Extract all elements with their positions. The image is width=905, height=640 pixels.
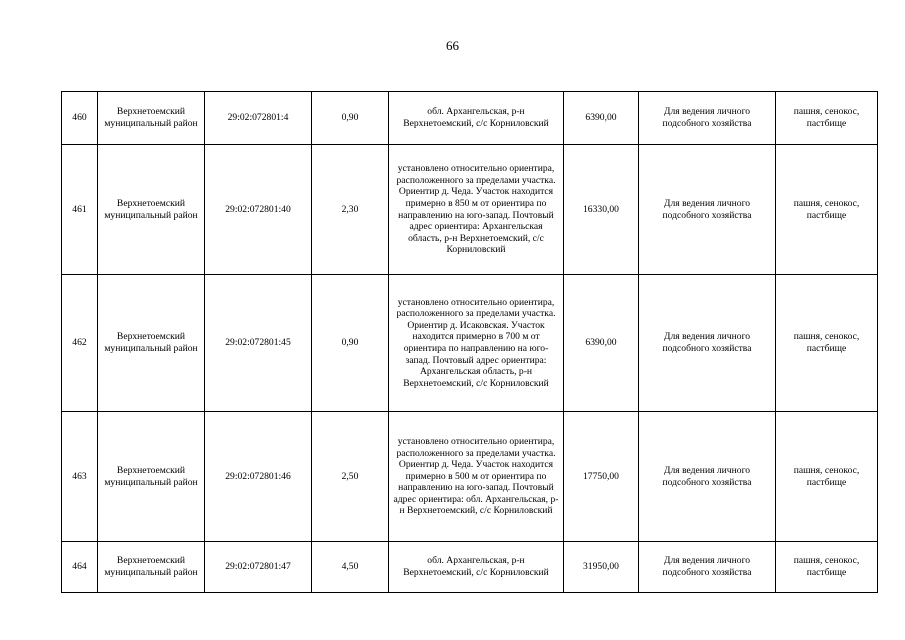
area-cell: 4,50 (312, 542, 389, 593)
purpose-cell: Для ведения личного подсобного хозяйства (639, 92, 776, 145)
area-cell: 0,90 (312, 92, 389, 145)
location-cell: установлено относительно ориентира, расположенного за пределами участка. Ориентир д. Исаковская. Участок находится примерно в 700 м от ориентира по направлению на юго-запад. Почтовый адрес ориентира: Архангельская область, р-н Верхнетоемский, с/с Корниловский (389, 275, 564, 412)
cadastral-number-cell: 29:02:072801:46 (205, 412, 312, 542)
table-row (62, 92, 878, 145)
land-plots-table (61, 91, 878, 593)
land-use-cell: пашня, сенокос, пастбище (776, 275, 878, 412)
page-number: 66 (446, 38, 459, 53)
row-number-cell: 461 (62, 145, 98, 275)
location-cell: обл. Архангельская, р-н Верхнетоемский, с/с Корниловский (389, 92, 564, 145)
land-use-cell: пашня, сенокос, пастбище (776, 542, 878, 593)
district-cell: Верхнетоемский муниципальный район (98, 542, 205, 593)
cadastral-number-cell: 29:02:072801:40 (205, 145, 312, 275)
area-cell: 2,50 (312, 412, 389, 542)
land-use-cell: пашня, сенокос, пастбище (776, 412, 878, 542)
value-cell: 16330,00 (564, 145, 639, 275)
district-cell: Верхнетоемский муниципальный район (98, 92, 205, 145)
purpose-cell: Для ведения личного подсобного хозяйства (639, 412, 776, 542)
district-cell: Верхнетоемский муниципальный район (98, 145, 205, 275)
table-row (62, 275, 878, 412)
land-use-cell: пашня, сенокос, пастбище (776, 145, 878, 275)
district-cell: Верхнетоемский муниципальный район (98, 275, 205, 412)
location-cell: установлено относительно ориентира, расположенного за пределами участка. Ориентир д. Чеда. Участок находится примерно в 850 м от ориентира по направлению на юго-запад. Почтовый адрес ориентира: Архангельская область, р-н Верхнетоемский, с/с Корниловский (389, 145, 564, 275)
cadastral-number-cell: 29:02:072801:4 (205, 92, 312, 145)
table-row (62, 412, 878, 542)
purpose-cell: Для ведения личного подсобного хозяйства (639, 275, 776, 412)
purpose-cell: Для ведения личного подсобного хозяйства (639, 145, 776, 275)
table-row (62, 542, 878, 593)
table-row (62, 145, 878, 275)
location-cell: установлено относительно ориентира, расположенного за пределами участка. Ориентир д. Чеда. Участок находится примерно в 500 м от ориентира по направлению на юго-запад. Почтовый адрес ориентира: обл. Архангельская, р-н Верхнетоемский, с/с Корниловский (389, 412, 564, 542)
cadastral-number-cell: 29:02:072801:45 (205, 275, 312, 412)
row-number-cell: 462 (62, 275, 98, 412)
district-cell: Верхнетоемский муниципальный район (98, 412, 205, 542)
purpose-cell: Для ведения личного подсобного хозяйства (639, 542, 776, 593)
area-cell: 2,30 (312, 145, 389, 275)
value-cell: 31950,00 (564, 542, 639, 593)
land-use-cell: пашня, сенокос, пастбище (776, 92, 878, 145)
row-number-cell: 460 (62, 92, 98, 145)
cadastral-number-cell: 29:02:072801:47 (205, 542, 312, 593)
row-number-cell: 464 (62, 542, 98, 593)
row-number-cell: 463 (62, 412, 98, 542)
value-cell: 17750,00 (564, 412, 639, 542)
value-cell: 6390,00 (564, 92, 639, 145)
location-cell: обл. Архангельская, р-н Верхнетоемский, с/с Корниловский (389, 542, 564, 593)
area-cell: 0,90 (312, 275, 389, 412)
value-cell: 6390,00 (564, 275, 639, 412)
